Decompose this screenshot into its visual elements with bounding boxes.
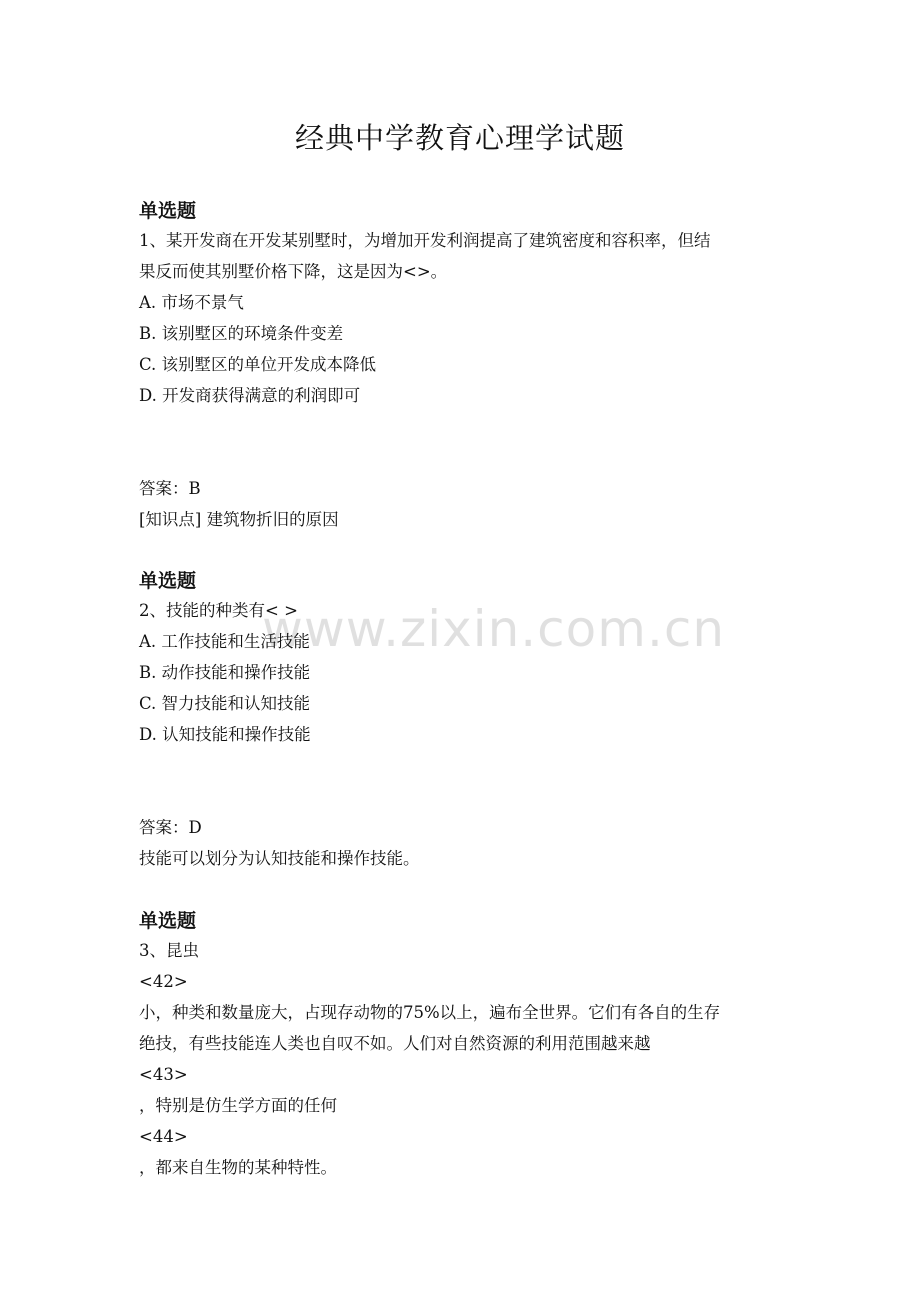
passage-line: ，都来自生物的某种特性。 [139, 1158, 337, 1177]
question-stem: 1、某开发商在开发某别墅时，为增加开发利润提高了建筑密度和容积率，但结 [139, 231, 711, 250]
passage-line: 小，种类和数量庞大，占现存动物的75%以上，遍布全世界。它们有各自的生存 [139, 1003, 721, 1022]
question-type-heading: 单选题 [139, 910, 197, 932]
option-d: D. 认知技能和操作技能 [139, 725, 311, 744]
passage-line: 绝技，有些技能连人类也自叹不如。人们对自然资源的利用范围越来越 [139, 1034, 651, 1053]
question-stem: 2、技能的种类有< > [139, 601, 298, 620]
document-title: 经典中学教育心理学试题 [294, 121, 625, 155]
blank-marker-43: <43> [139, 1065, 188, 1084]
option-a: A. 工作技能和生活技能 [139, 632, 310, 651]
question-type-heading: 单选题 [139, 570, 197, 592]
option-b: B. 该别墅区的环境条件变差 [139, 324, 344, 343]
answer: 答案：B [139, 479, 201, 498]
option-c: C. 智力技能和认知技能 [139, 694, 311, 713]
watermark: www.zixin.com.cn [262, 600, 726, 658]
answer: 答案：D [139, 818, 202, 837]
explanation: 技能可以划分为认知技能和操作技能。 [139, 849, 420, 868]
option-a: A. 市场不景气 [139, 293, 244, 312]
question-type-heading: 单选题 [139, 200, 197, 222]
option-b: B. 动作技能和操作技能 [139, 663, 311, 682]
option-d: D. 开发商获得满意的利润即可 [139, 386, 361, 405]
blank-marker-44: <44> [139, 1127, 188, 1146]
knowledge-point: [知识点] 建筑物折旧的原因 [139, 510, 339, 529]
passage-line: ，特别是仿生学方面的任何 [139, 1096, 337, 1115]
question-stem-continued: 果反而使其别墅价格下降，这是因为<>。 [139, 262, 448, 281]
question-stem: 3、昆虫 [139, 941, 199, 960]
option-c: C. 该别墅区的单位开发成本降低 [139, 355, 377, 374]
blank-marker-42: <42> [139, 972, 188, 991]
